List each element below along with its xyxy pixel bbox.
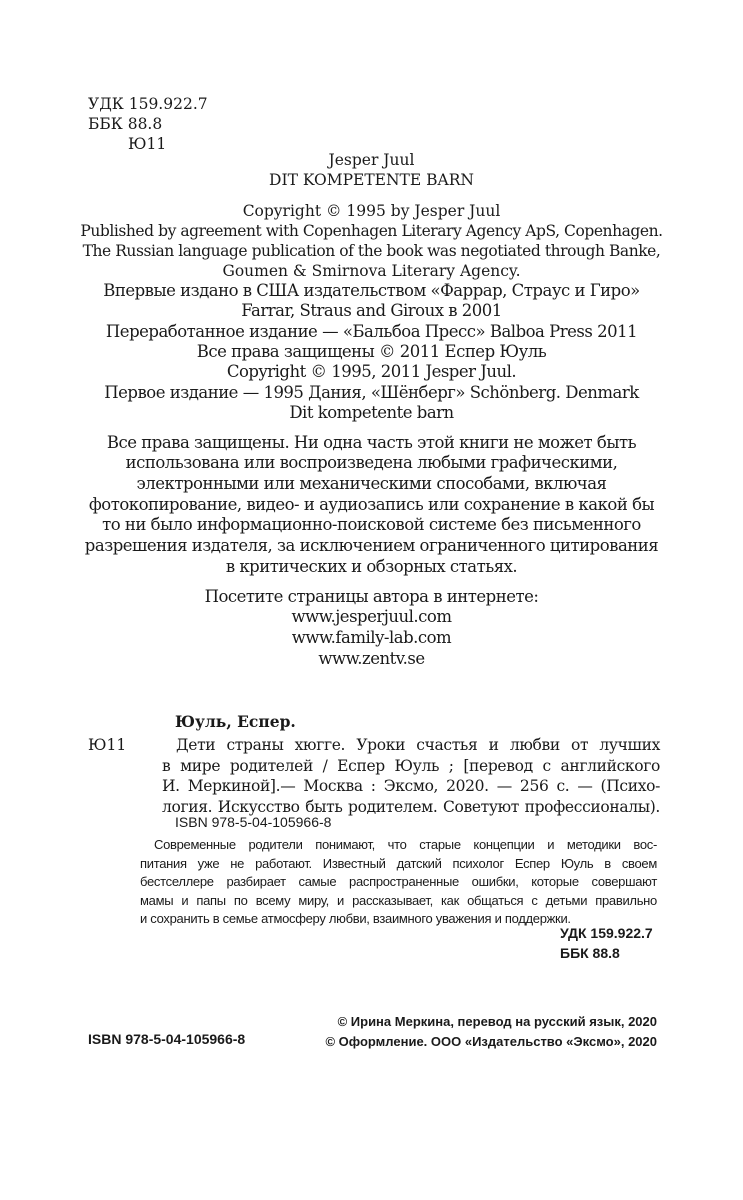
catalog-classification: [560, 923, 653, 963]
rights-notice-line-6: разрешения издателя, за исключением ограниченного цитирования: [84, 536, 659, 555]
edition-line-5: Copyright © 1995, 2011 Jesper Juul.: [226, 362, 517, 381]
edition-line-1: Впервые издано в США издательством «Фаррар, Страус и Гиро»: [103, 281, 640, 300]
catalog-udk: УДК 159.922.7: [560, 925, 653, 941]
annotation-line: и сохранить в семье атмосферу любви, взаимного уважения и поддержки.: [140, 911, 571, 926]
rights-english-line-2: Published by agreement with Copenhagen Literary Agency ApS, Copenhagen.: [80, 222, 663, 240]
catalog-description-line: логия. Искусство быть родителем. Советуют профессионалы).: [162, 797, 660, 816]
catalog-description-line: Дети страны хюгге. Уроки счастья и любви от лучших: [176, 736, 660, 754]
footer-isbn: ISBN 978-5-04-105966-8: [88, 1031, 246, 1047]
rights-english-line-3: The Russian language publication of the book was negotiated through Banke,: [82, 242, 661, 260]
edition-line-3: Переработанное издание — «Бальбоа Пресс» Balboa Press 2011: [105, 322, 638, 341]
copyright-translation: © Ирина Меркина, перевод на русский язык, 2020: [337, 1014, 657, 1029]
rights-english-line-4: Goumen & Smirnova Literary Agency.: [222, 262, 521, 280]
catalog-description-line: в мире родителей / Еспер Юуль ; [перевод с английского: [162, 756, 660, 775]
annotation-line: питания уже не работают. Известный датский психолог Еспер Юуль в своем: [140, 855, 657, 871]
edition-line-4: Все права защищены © 2011 Еспер Юуль: [196, 342, 547, 361]
website-link[interactable]: www.family-lab.com: [291, 628, 452, 647]
catalog-isbn: ISBN 978-5-04-105966-8: [175, 814, 332, 830]
footer-copyrights: [312, 1012, 657, 1052]
website-link[interactable]: www.jesperjuul.com: [291, 607, 452, 626]
catalog-author-heading: Юуль, Еспер.: [175, 712, 296, 731]
original-title: DIT KOMPETENTE BARN: [269, 171, 474, 189]
website-link[interactable]: www.zentv.se: [318, 649, 425, 668]
author-mark: Ю11: [128, 135, 167, 153]
catalog-annotation: [140, 836, 657, 929]
edition-line-7: Dit kompetente barn: [289, 403, 454, 422]
catalog-description-line: И. Меркиной].— Москва : Эксмо, 2020. — 256 с. — (Психо-: [162, 777, 660, 795]
annotation-line: мамы и папы по всему миру, и рассказывает, как общаться с детьми правильно: [140, 892, 657, 908]
annotation-line: бестселлере разбирает самые распространенные ошибки, которые совершают: [140, 874, 657, 889]
rights-notice-line-5: то ни было информационно-поисковой системе без письменного: [102, 515, 641, 534]
rights-notice-line-1: Все права защищены. Ни одна часть этой книги не может быть: [106, 433, 637, 452]
catalog-description: [162, 735, 660, 817]
websites-intro: Посетите страницы автора в интернете:: [204, 587, 539, 606]
catalog-bbk: ББК 88.8: [560, 945, 620, 961]
catalog-author-mark: Ю11: [88, 736, 127, 754]
edition-line-2: Farrar, Straus and Giroux в 2001: [241, 301, 502, 320]
rights-notice-line-7: в критических и обзорных статьях.: [225, 557, 518, 576]
classification-block: [88, 94, 208, 154]
rights-notice-line-2: использована или воспроизведена любыми графическими,: [125, 453, 618, 472]
copyright-design: © Оформление. ООО «Издательство «Эксмо», 2020: [325, 1034, 657, 1049]
original-author: Jesper Juul: [328, 151, 415, 169]
bbk-code: ББК 88.8: [88, 115, 163, 133]
udk-code: УДК 159.922.7: [88, 95, 208, 113]
annotation-line: Современные родители понимают, что старые концепции и методики вос-: [154, 837, 657, 852]
edition-line-6: Первое издание — 1995 Дания, «Шёнберг» Schönberg. Denmark: [104, 383, 639, 402]
rights-notice-line-3: электронными или механическими способами, включая: [136, 474, 607, 493]
rights-notice-line-4: фотокопирование, видео- и аудиозапись или сохранение в какой бы: [88, 495, 655, 514]
rights-english-line-1: Copyright © 1995 by Jesper Juul: [242, 202, 501, 220]
